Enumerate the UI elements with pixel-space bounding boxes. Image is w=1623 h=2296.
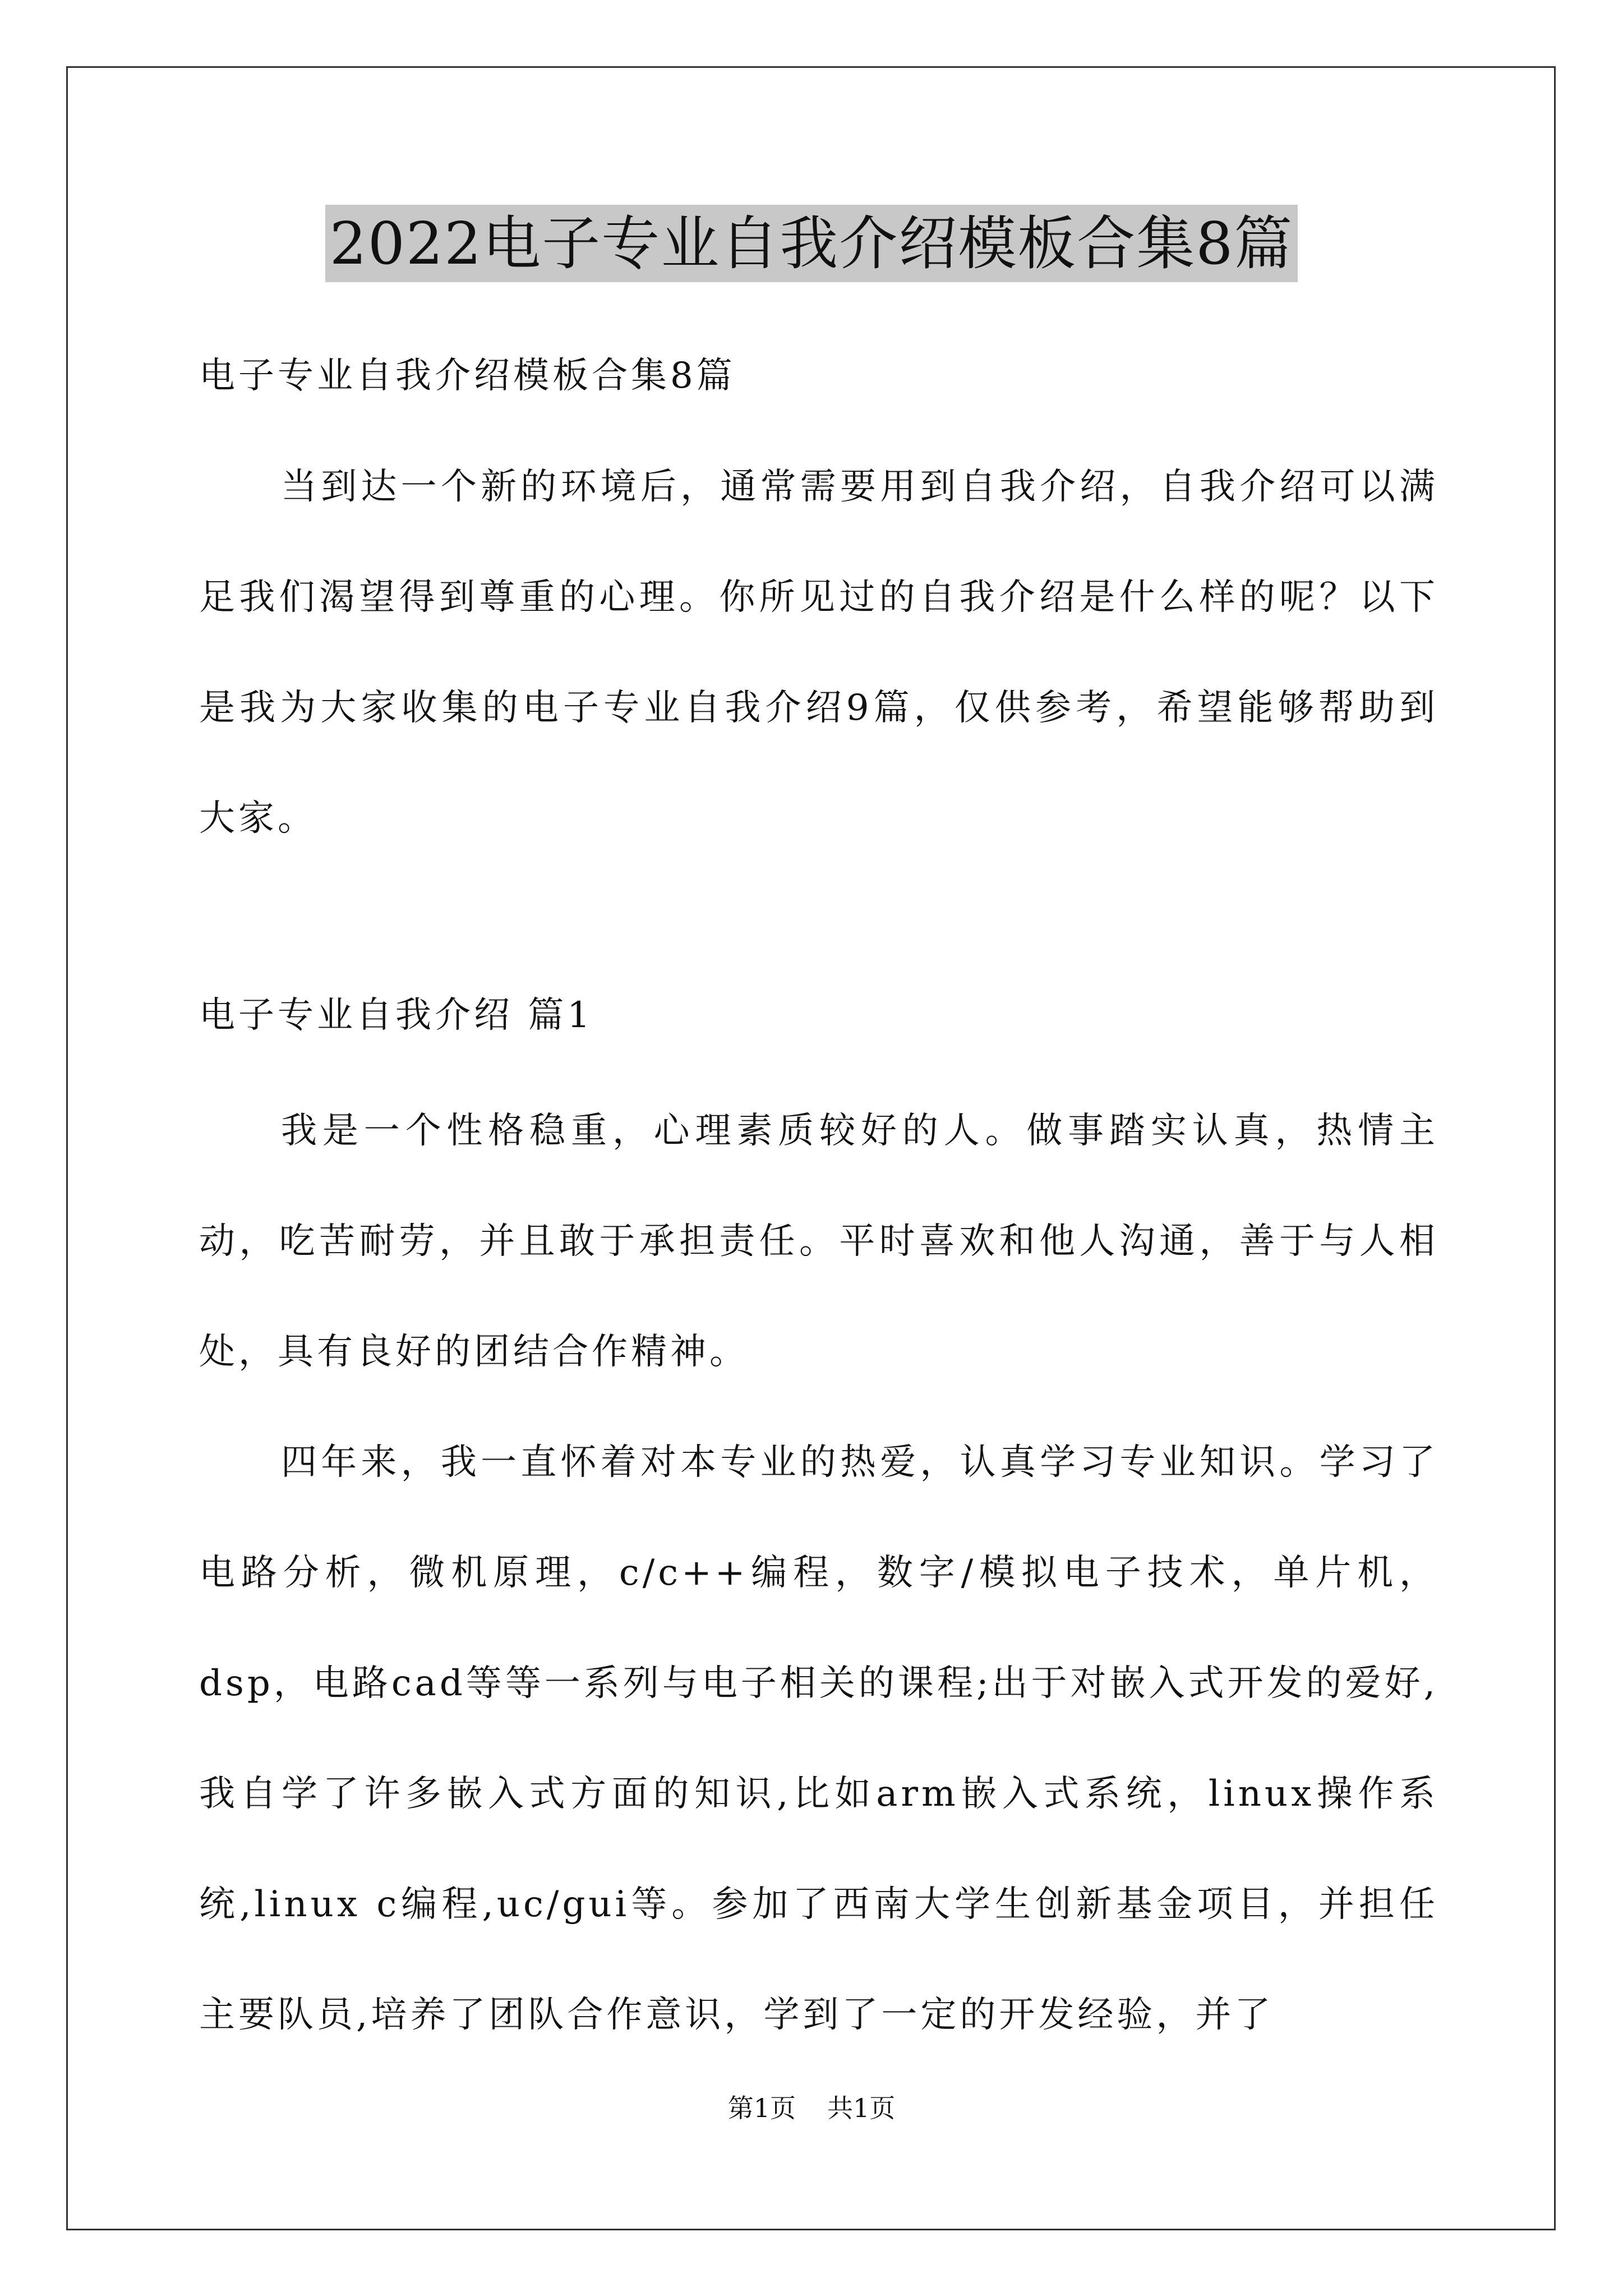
page-number: 第1页 bbox=[727, 2093, 796, 2123]
intro-paragraph: 当到达一个新的环境后，通常需要用到自我介绍，自我介绍可以满足我们渴望得到尊重的心理。你所见过的自我介绍是什么样的呢？以下是我为大家收集的电子专业自我介绍9篇，仅供参考，希望能够帮助到大家。 bbox=[199, 466, 1438, 839]
title-container bbox=[0, 205, 1623, 282]
document-title: 2022电子专业自我介绍模板合集8篇 bbox=[325, 205, 1298, 282]
page-footer bbox=[0, 2091, 1623, 2125]
body-paragraph: 我是一个性格稳重，心理素质较好的人。做事踏实认真，热情主动，吃苦耐劳，并且敢于承担责任。平时喜欢和他人沟通，善于与人相处，具有良好的团结合作精神。 bbox=[199, 1110, 1438, 1373]
body-paragraph: 四年来，我一直怀着对本专业的热爱，认真学习专业知识。学习了电路分析，微机原理，c/c++编程，数字/模拟电子技术，单片机，dsp，电路cad等等一系列与电子相关的课程;出于对嵌入式开发的爱好,我自学了许多嵌入式方面的知识,比如arm嵌入式系统，linux操作系统,linux c编程,uc/gui等。参加了西南大学生创新基金项目，并担任主要队员,培养了团队合作意识，学到了一定的开发经验，并了 bbox=[199, 1442, 1438, 2036]
section-heading: 电子专业自我介绍 篇1 bbox=[199, 995, 594, 1036]
page-total: 共1页 bbox=[827, 2093, 896, 2123]
document-subtitle: 电子专业自我介绍模板合集8篇 bbox=[199, 355, 736, 397]
